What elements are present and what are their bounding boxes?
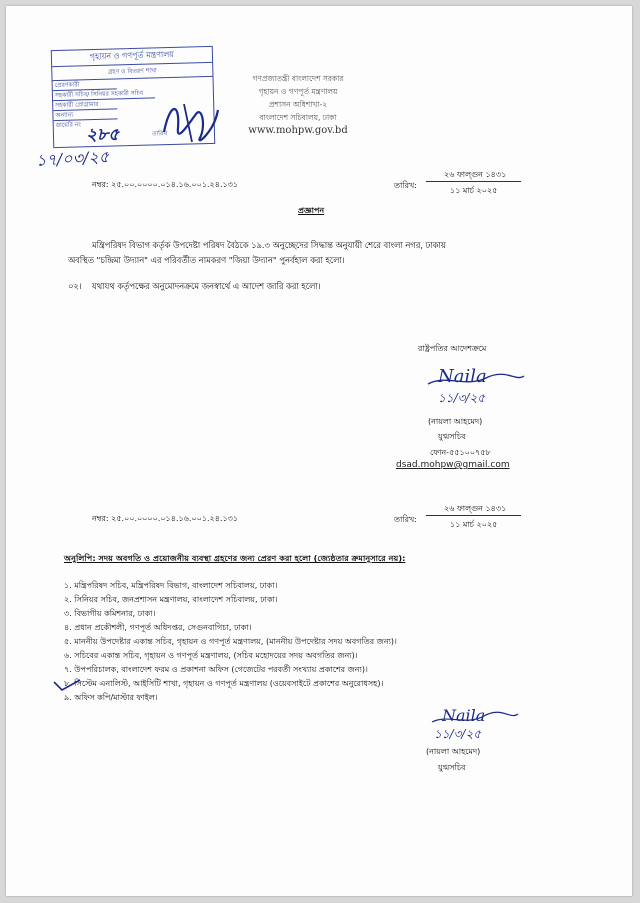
memo-number: নম্বর: ২৫.০০.০০০০.০১৪.১৬.০০১.২৪.১৩১ [92, 514, 239, 523]
letterhead [218, 72, 378, 137]
letterhead-line: গণপ্রজাতন্ত্রী বাংলাদেশ সরকার [252, 74, 344, 83]
page-title: প্রজ্ঞাপন [298, 206, 325, 215]
memo-number: নম্বর: ২৫.০০.০০০০.০১৪.১৬.০০১.২৪.১৩১ [92, 180, 239, 189]
date-divider [426, 181, 521, 182]
document-page [6, 6, 632, 896]
date-english: ১১ মার্চ ২০২৫ [450, 186, 498, 195]
stamp-row: সহকারী প্রোগ্রামার [53, 99, 117, 111]
list-item: ৪. প্রধান প্রকৌশলী, গণপূর্ত অধিদপ্তর, সেগুনবাগিচা, ঢাকা। [64, 623, 252, 632]
signatory-designation: যুগ্মসচিব [438, 763, 466, 772]
stamp-row: প্রেরণকারী [53, 79, 117, 91]
website-link[interactable]: www.mohpw.gov.bd [248, 125, 348, 136]
list-item: ৬. সচিবের একান্ত সচিব, গৃহায়ন ও গণপূর্ত মন্ত্রণালয়, (সচিব মহোদয়ের সদয় অবগতির জন্য)। [64, 651, 358, 660]
signatory-name: (নায়লা আহমেদ) [428, 417, 483, 426]
list-item: ৫. মাননীয় উপদেষ্টার একান্ত সচিব, গৃহায়ন ও গণপূর্ত মন্ত্রণালয়, (মাননীয় উপদেষ্টার সদয় অবগতির জন্য)। [64, 637, 397, 646]
signature-date: ১১/৩/২৫ [434, 727, 482, 741]
paragraph-line: যথাযথ কর্তৃপক্ষের অনুমোদনক্রমে জনস্বার্থে এ আদেশ জারি করা হলো। [92, 281, 321, 291]
stamp-date-label: তারিখ [151, 130, 168, 138]
letterhead-line: বাংলাদেশ সচিবালয়, ঢাকা [259, 113, 337, 122]
date-label: তারিখ: [394, 181, 417, 190]
signature: Naila [442, 706, 486, 725]
signatory-phone: ফোন-৫৫১০০৭৫৮ [430, 448, 491, 457]
list-item: ২. সিনিয়র সচিব, জনপ্রশাসন মন্ত্রণালয়, বাংলাদেশ সচিবালয়, ঢাকা। [64, 595, 278, 604]
signature-date: ১১/৩/২৫ [438, 391, 486, 405]
list-item: ৮. সিস্টেম এনালিস্ট, আইসিটি শাখা, গৃহায়ন ও গণপূর্ত মন্ত্রণালয় (ওয়েবসাইটে প্রকাশের অনুরোধসহ)। [64, 679, 384, 688]
stamp-row: অন্যান্য [53, 109, 117, 121]
list-item: ৩. বিভাগীয় কমিশনার, ঢাকা। [64, 609, 156, 618]
date-bangla: ২৬ ফাল্গুন ১৪৩১ [444, 504, 507, 513]
list-item: ১. মন্ত্রিপরিষদ সচিব, মন্ত্রিপরিষদ বিভাগ, বাংলাদেশ সচিবালয়, ঢাকা। [64, 581, 278, 590]
copy-heading: অনুলিপি: সদয় অবগতি ও প্রয়োজনীয় ব্যবস্থা গ্রহণের জন্য প্রেরণ করা হলো (জ্যেষ্ঠতার ক্রমানুসারে নয়): [64, 553, 406, 563]
email-link[interactable]: dsad.mohpw@gmail.com [396, 460, 510, 470]
paragraph-number: ০২। [68, 281, 82, 291]
list-item: ৭. উপপরিচালক, বাংলাদেশ ফরম ও প্রকাশনা অফিস (গেজেটের পরবর্তী সংখ্যায় প্রকাশের জন্য)। [64, 665, 368, 674]
signatory-name: (নায়লা আহমেদ) [426, 747, 481, 756]
list-item: ৯. অফিস কপি/মাস্টার ফাইল। [64, 693, 158, 702]
handwritten-diary-number: ২৮৫ [86, 125, 120, 145]
handwritten-tick-mark [52, 678, 82, 692]
signature: Naila [438, 366, 487, 387]
signatory-designation: যুগ্মসচিব [438, 432, 466, 441]
date-bangla: ২৬ ফাল্গুন ১৪৩১ [444, 170, 507, 179]
letterhead-line: প্রশাসন অধিশাখা-২ [268, 100, 328, 109]
date-label: তারিখ: [394, 515, 417, 524]
paragraph-line: মন্ত্রিপরিষদ বিভাগ কর্তৃক উপদেষ্টা পরিষদ বৈঠকে ১৯.৩ অনুচ্ছেদের সিদ্ধান্ত অনুযায়ী শেরে বাংলা নগর, ঢাকায় [92, 240, 446, 250]
stamp-office: গ্রহণ ও বিতরণ শাখা [52, 63, 212, 81]
date-divider [426, 515, 521, 516]
handwritten-date: ১৭/০৩/২৫ [35, 147, 110, 170]
copy-list [64, 579, 397, 705]
order-line: রাষ্ট্রপতির আদেশক্রমে [418, 344, 487, 353]
date-english: ১১ মার্চ ২০২৫ [450, 520, 498, 529]
paragraph-line: অবস্থিত "চন্দ্রিমা উদ্যান" এর পরিবর্তীত নামকরণ "জিয়া উদ্যান" পুনর্বহাল করা হলো। [68, 255, 345, 265]
letterhead-line: গৃহায়ন ও গণপূর্ত মন্ত্রণালয় [258, 87, 338, 96]
handwritten-initials [156, 92, 226, 152]
stamp-row: ডায়েরি নং [55, 121, 82, 130]
signature-stroke [426, 370, 526, 390]
stamp-row: সহকারী সচিব/ সিনিয়র সহকারী সচিব [53, 88, 155, 101]
stamp-title: গৃহায়ন ও গণপূর্ত মন্ত্রণালয় [52, 47, 212, 67]
